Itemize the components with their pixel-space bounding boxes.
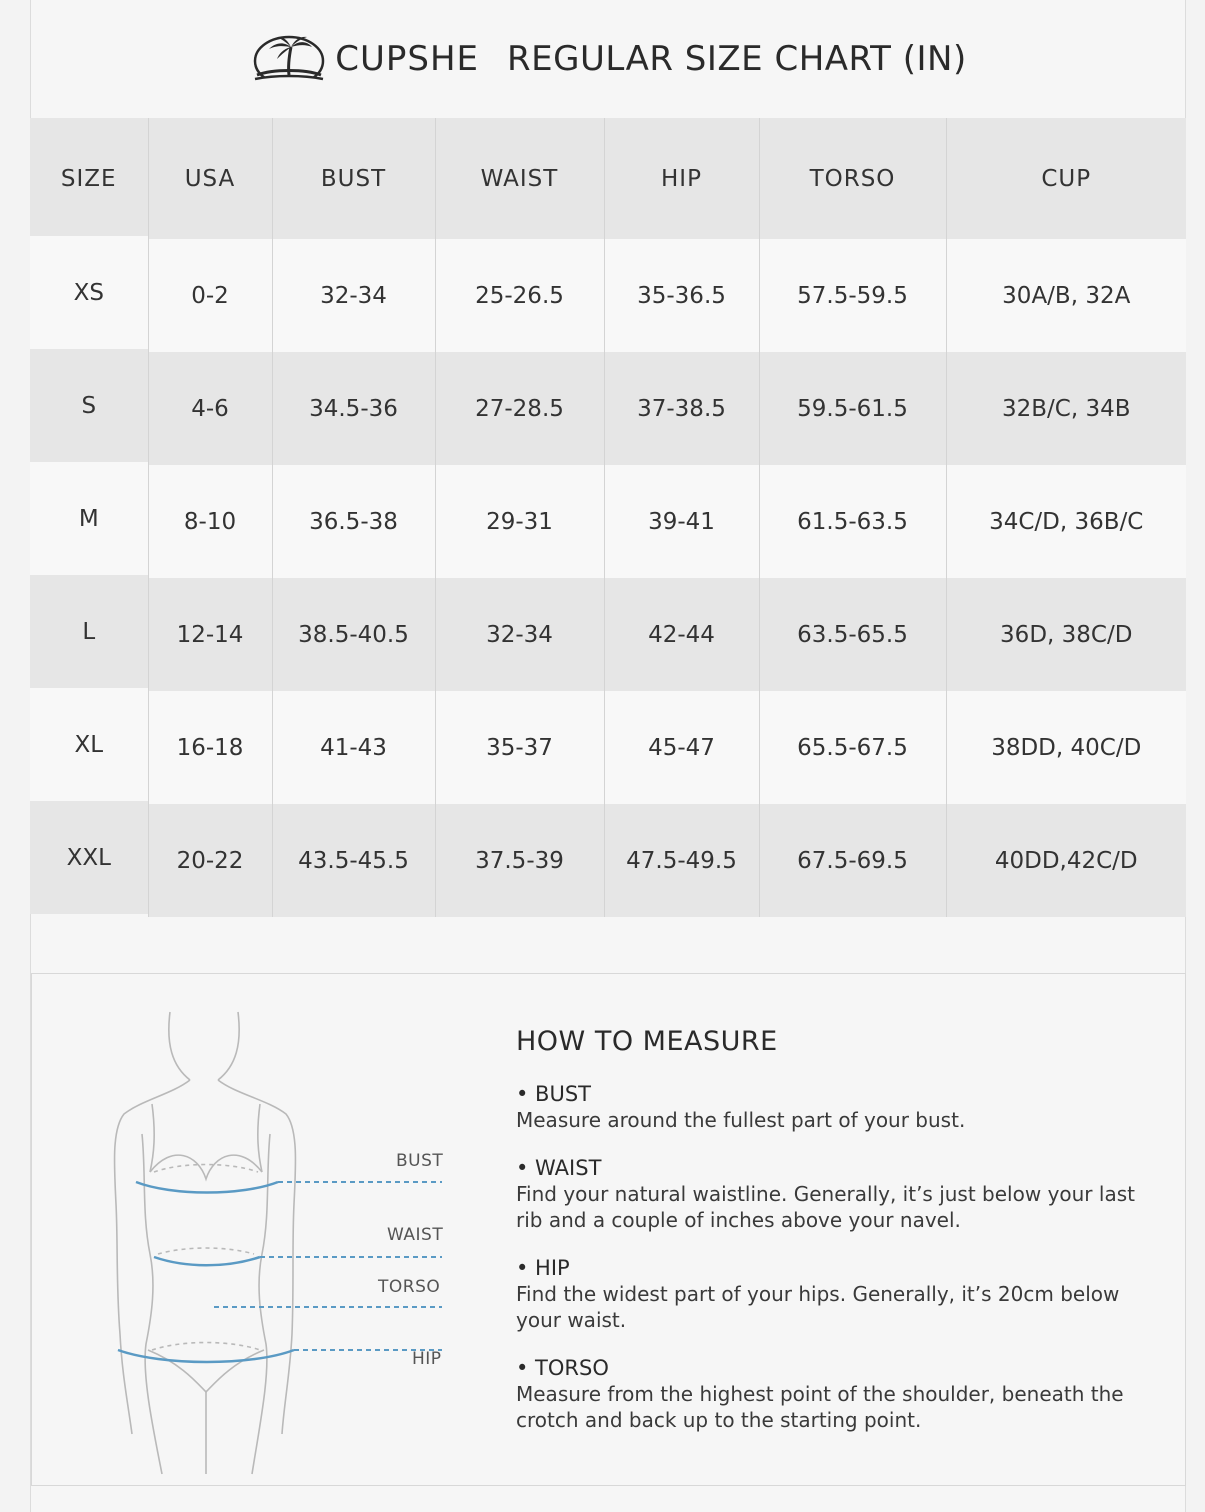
table-cell: 27-28.5 [435,352,604,465]
column-header: CUP [946,118,1186,239]
table-cell: 0-2 [148,239,272,352]
table-cell: XS [73,279,104,306]
measure-item-title: • HIP [516,1256,570,1280]
table-cell: 63.5-65.5 [759,578,946,691]
measure-item-desc: Find your natural waistline. Generally, it’s just below your last rib and a couple of inches above your navel. [516,1182,1135,1232]
table-cell: 45-47 [604,691,759,804]
table-cell: 38DD, 40C/D [946,691,1186,804]
table-cell: 47.5-49.5 [604,804,759,917]
measure-item-hip [516,1255,1156,1333]
brand-name: CUPSHE [335,39,480,79]
table-cell: 25-26.5 [435,239,604,352]
table-cell: 4-6 [148,352,272,465]
measure-heading: HOW TO MEASURE [516,1026,778,1057]
table-row [30,578,1186,691]
table-cell: XL [74,731,104,758]
table-cell: 42-44 [604,578,759,691]
table-cell: 41-43 [272,691,435,804]
table-cell: 35-36.5 [604,239,759,352]
measure-item-desc: Measure from the highest point of the shoulder, beneath the crotch and back up to the starting point. [516,1382,1124,1432]
hip-label: HIP [412,1349,442,1369]
table-cell: 35-37 [435,691,604,804]
column-header: BUST [272,118,435,239]
measure-item-title: • WAIST [516,1156,602,1180]
measure-item-bust [516,1081,1156,1133]
how-to-measure-panel [31,973,1186,1486]
table-cell: 29-31 [435,465,604,578]
table-cell: 34C/D, 36B/C [946,465,1186,578]
table-row [30,352,1186,465]
table-row [30,239,1186,352]
measure-item-desc: Measure around the fullest part of your bust. [516,1108,966,1132]
table-cell: 36D, 38C/D [946,578,1186,691]
table-cell: 40DD,42C/D [946,804,1186,917]
table-cell: 37-38.5 [604,352,759,465]
table-cell: 20-22 [148,804,272,917]
table-cell: 8-10 [148,465,272,578]
column-header: USA [148,118,272,239]
measure-item-torso [516,1355,1156,1433]
table-cell: 38.5-40.5 [272,578,435,691]
brand-logo [249,29,479,89]
column-header: TORSO [759,118,946,239]
table-cell: XXL [66,844,111,871]
table-header-row [30,118,1186,239]
table-cell: S [81,392,97,419]
size-chart-table [30,118,1186,917]
measure-instructions [516,1026,1156,1455]
table-cell: 67.5-69.5 [759,804,946,917]
page-title: REGULAR SIZE CHART (IN) [507,39,967,79]
table-cell: 36.5-38 [272,465,435,578]
table-cell: 39-41 [604,465,759,578]
table-cell: 59.5-61.5 [759,352,946,465]
chart-header [30,0,1186,118]
table-cell: 32-34 [435,578,604,691]
measure-item-waist [516,1155,1156,1233]
column-header: WAIST [435,118,604,239]
torso-label: TORSO [378,1277,441,1297]
bust-label: BUST [396,1151,444,1171]
table-cell: 61.5-63.5 [759,465,946,578]
table-cell: L [82,618,96,645]
table-cell: M [78,505,99,532]
measure-item-title: • TORSO [516,1356,609,1380]
palm-island-icon [249,29,329,89]
table-row [30,691,1186,804]
table-cell: 37.5-39 [435,804,604,917]
measure-item-title: • BUST [516,1082,591,1106]
table-cell: 65.5-67.5 [759,691,946,804]
measure-item-desc: Find the widest part of your hips. Generally, it’s 20cm below your waist. [516,1282,1120,1332]
table-cell: 12-14 [148,578,272,691]
waist-label: WAIST [387,1225,444,1245]
table-cell: 34.5-36 [272,352,435,465]
table-cell: 43.5-45.5 [272,804,435,917]
table-row [30,804,1186,917]
body-silhouette-icon [102,1004,522,1484]
table-cell: 57.5-59.5 [759,239,946,352]
table-cell: 30A/B, 32A [946,239,1186,352]
column-header: SIZE [60,165,117,192]
table-cell: 32B/C, 34B [946,352,1186,465]
table-row [30,465,1186,578]
body-figure [102,1004,522,1484]
table-cell: 16-18 [148,691,272,804]
column-header: HIP [604,118,759,239]
table-cell: 32-34 [272,239,435,352]
